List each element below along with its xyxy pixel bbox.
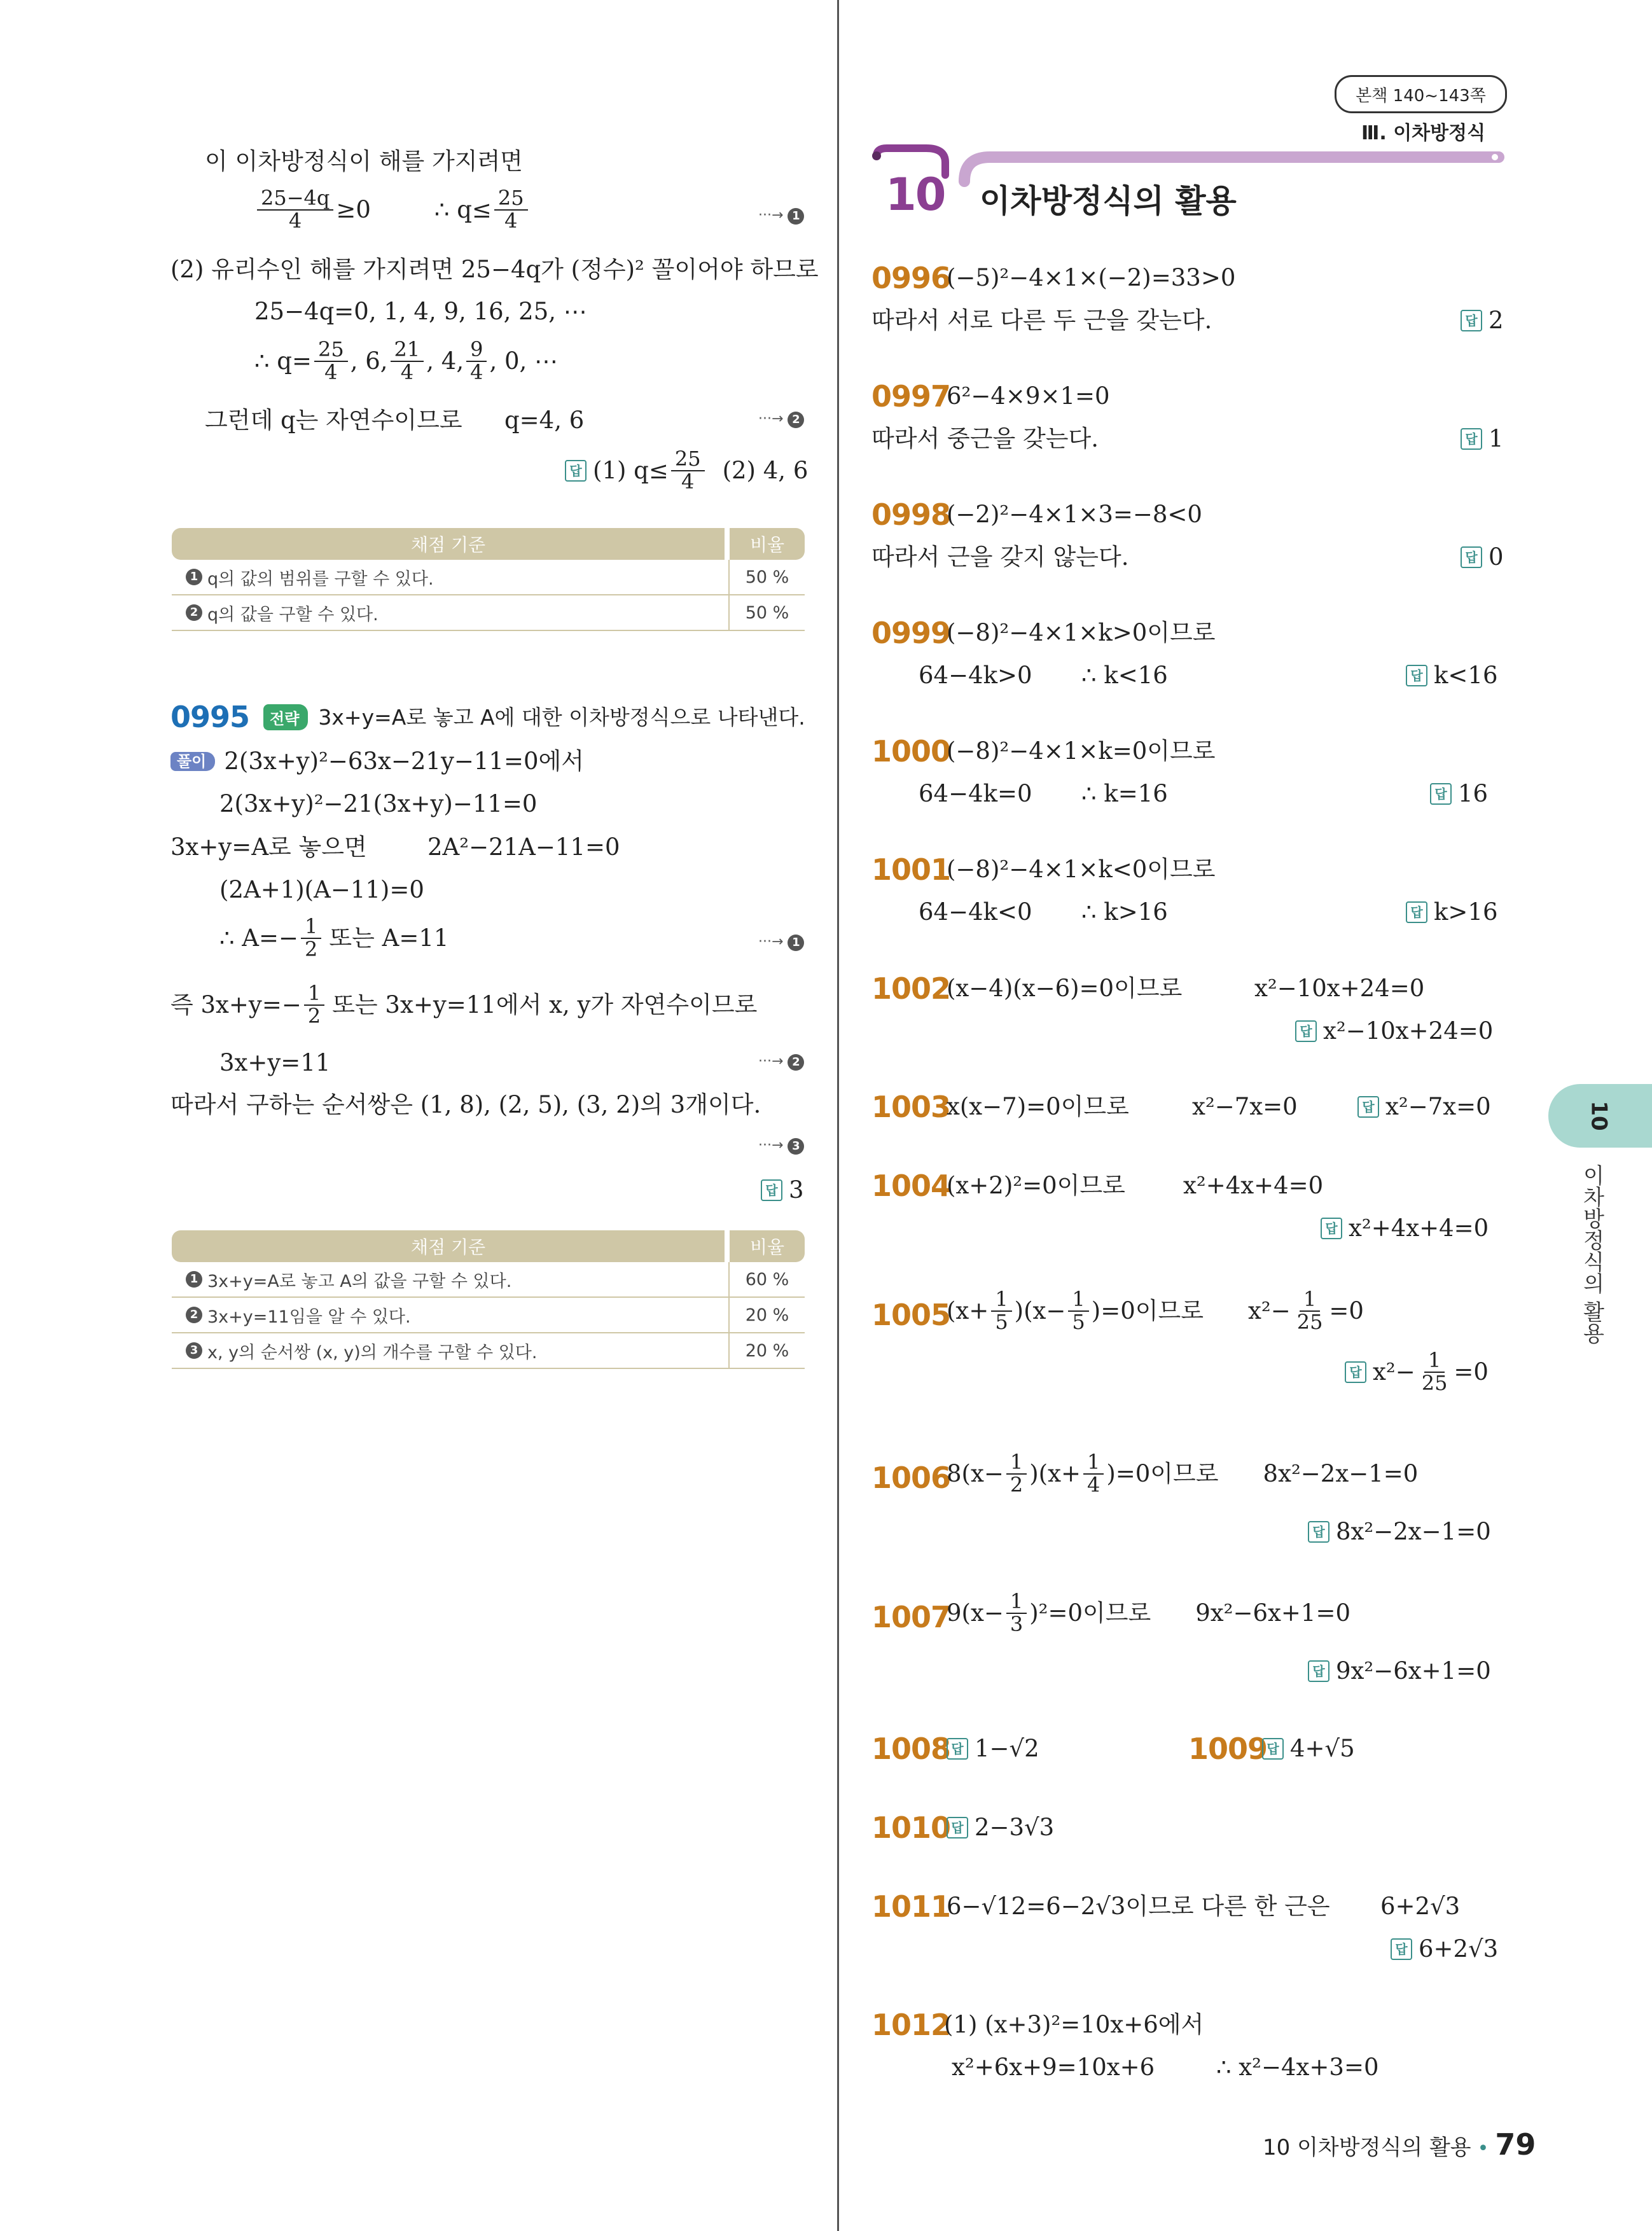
solution-tag: 풀이: [170, 752, 215, 771]
answer-line: 답 x²+4x+4=0: [1321, 1216, 1489, 1240]
problem-number: 0997: [871, 379, 951, 414]
math-line: (−8)²−4×1×k>0이므로: [947, 619, 1216, 646]
answer-icon: 답: [1430, 783, 1452, 805]
math-line: 6²−4×9×1=0: [947, 382, 1110, 410]
math-line: [254, 188, 531, 232]
math-line: x²−10x+24=0: [1254, 975, 1425, 1002]
problem-number: 1009: [1188, 1732, 1268, 1766]
math-line: (−2)²−4×1×3=−8<0: [947, 501, 1202, 528]
text-line: (2) 유리수인 해를 가지려면 25−4q가 (정수)² 꼴이어야 하므로: [170, 256, 819, 283]
answer-icon: 답: [1321, 1218, 1342, 1239]
math-line: ∴ k<16: [1081, 662, 1168, 689]
solution-line: 풀이 2(3x+y)²−63x−21y−11=0에서: [170, 749, 584, 773]
math-line: x²+6x+9=10x+6: [952, 2054, 1155, 2081]
answer-line: 답 x²− $\frac{1}{25}$ =0: [1345, 1350, 1489, 1394]
math-line: ∴ q= $\frac{25}{4}$ , 6, $\frac{21}{4}$ , 4, $\frac{9}{4}$ , 0, ⋯: [254, 337, 559, 384]
answer-icon: 답: [1461, 310, 1482, 331]
fraction: $\frac{25-4q}{4}$: [257, 188, 333, 232]
answer-line: 답 0: [1461, 545, 1504, 569]
footer-dot: •: [1477, 2137, 1489, 2160]
answer-line: 답 1−√2: [947, 1737, 1039, 1760]
answer-line: 답 4+√5: [1262, 1737, 1355, 1760]
math-line: (x+ $\frac{1}{5}$ )(x− $\frac{1}{5}$ )=0이므로 x²− $\frac{1}{25}$ =0: [947, 1287, 1364, 1334]
page-reference-text: 본책 140~143쪽: [1356, 86, 1486, 106]
math-line: (x−4)(x−6)=0이므로: [947, 975, 1183, 1002]
scoring-table-1: 채점 기준 비율 1 q의 값의 범위를 구할 수 있다. 50 % 2 q의 값을 구할 수 있다. 50 %: [172, 528, 805, 631]
math-line: ∴ A=− $\frac{1}{2}$ 또는 A=11: [219, 914, 449, 961]
chapter-number: 10: [885, 169, 945, 221]
page-number: 79: [1495, 2127, 1536, 2162]
step-marker-1: ···→ 1: [758, 934, 804, 951]
math-line: 3x+y=A로 놓으면: [170, 833, 367, 861]
answer-icon: 답: [1461, 428, 1482, 450]
text-line: 따라서 중근을 갖는다.: [871, 425, 1099, 452]
math-line: 25−4q=0, 1, 4, 9, 16, 25, ⋯: [254, 298, 587, 325]
answer-line: 답 x²−10x+24=0: [1295, 1019, 1493, 1043]
problem-number: 0999: [871, 616, 951, 650]
answer-line: 답 x²−7x=0: [1357, 1095, 1491, 1118]
problem-number: 1005: [871, 1298, 951, 1332]
answer-icon: 답: [1308, 1521, 1329, 1543]
scoring-table-2: 채점 기준 비율 1 3x+y=A로 놓고 A의 값을 구할 수 있다. 60 % 2 3x+y=11임을 알 수 있다. 20 % 3 x, y의 순서쌍 (x, y)의 개수를 구할 수 있다. 20 %: [172, 1230, 805, 1369]
text-line: 이 이차방정식이 해를 가지려면: [205, 148, 523, 175]
problem-number: 1010: [871, 1811, 951, 1845]
problem-number: 1003: [871, 1090, 951, 1124]
answer-line: 답 3: [761, 1178, 804, 1202]
answer-icon: 답: [1357, 1096, 1379, 1118]
section-label: Ⅲ. 이차방정식: [1361, 122, 1486, 144]
problem-number: 1012: [871, 2008, 951, 2042]
answer-line: 답 2−3√3: [947, 1816, 1054, 1839]
answer-line: 답 6+2√3: [1391, 1937, 1498, 1961]
text-line: 따라서 구하는 순서쌍은 (1, 8), (2, 5), (3, 2)의 3개이다.: [170, 1091, 761, 1118]
answer-line: 답 9x²−6x+1=0: [1308, 1659, 1491, 1683]
page-footer: [1263, 2127, 1536, 2162]
page-reference-badge: [1335, 75, 1507, 113]
answer-line: 답 1: [1461, 427, 1504, 450]
answer-icon: 답: [1461, 546, 1482, 568]
problem-number: 0998: [871, 497, 951, 532]
math-line: ∴ x²−4x+3=0: [1216, 2054, 1379, 2081]
problem-number: 1004: [871, 1169, 951, 1203]
math-line: q=4, 6: [504, 407, 585, 434]
text-line: 그런데 q는 자연수이므로: [205, 407, 462, 434]
problem-number: 1002: [871, 971, 951, 1006]
problem-number: 1011: [871, 1889, 951, 1924]
problem-number: 1008: [871, 1732, 951, 1766]
step-marker-1: ···→ 1: [758, 207, 804, 225]
answer-line: 답 k>16: [1406, 900, 1498, 924]
math-line: x²−7x=0: [1192, 1093, 1298, 1120]
math-line: x²+4x+4=0: [1183, 1172, 1324, 1199]
problem-number: 1001: [871, 852, 951, 887]
step-marker-2: ···→ 2: [758, 1053, 804, 1071]
strategy-tag: 전략: [263, 704, 308, 730]
math-line: 6−√12=6−2√3이므로 다른 한 근은: [947, 1893, 1330, 1920]
answer-icon: 답: [1262, 1738, 1284, 1760]
chapter-title: 이차방정식의 활용: [980, 183, 1237, 219]
math-line: ∴ k=16: [1081, 780, 1168, 807]
text-line: 따라서 근을 갖지 않는다.: [871, 543, 1129, 571]
answer-icon: 답: [565, 460, 587, 482]
answer-icon: 답: [947, 1738, 968, 1760]
answer-icon: 답: [947, 1817, 968, 1838]
answer-line: 답 k<16: [1406, 664, 1498, 687]
math-text: ∴ q≤: [434, 196, 492, 224]
answer-icon: 답: [1406, 901, 1427, 923]
fraction: $\frac{25}{4}$: [494, 188, 528, 232]
math-line: 즉 3x+y=− $\frac{1}{2}$ 또는 3x+y=11에서 x, y가 자연수이므로: [170, 981, 758, 1028]
answer-icon: 답: [1406, 665, 1427, 686]
problem-number: 1000: [871, 734, 951, 768]
answer-line: 답 2: [1461, 309, 1504, 332]
answer-icon: 답: [1391, 1938, 1412, 1960]
math-line: 64−4k=0: [919, 780, 1032, 807]
answer-line: 답 (1) q≤ $\frac{25}{4}$ (2) 4, 6: [565, 448, 808, 492]
step-marker-2: ···→ 2: [758, 411, 804, 428]
problem-number: 0995: [170, 700, 250, 734]
answer-icon: 답: [761, 1179, 782, 1201]
side-tab-number: 10: [1586, 1101, 1612, 1131]
math-line: 6+2√3: [1380, 1893, 1461, 1920]
step-marker-3: ···→ 3: [758, 1137, 804, 1155]
answer-icon: 답: [1308, 1660, 1329, 1682]
math-line: 9(x− $\frac{1}{3}$ )²=0이므로 9x²−6x+1=0: [947, 1589, 1350, 1636]
math-line: 64−4k<0: [919, 898, 1032, 926]
math-line: 2(3x+y)²−21(3x+y)−11=0: [219, 790, 538, 817]
math-line: ∴ k>16: [1081, 898, 1168, 926]
problem-number: 1007: [871, 1600, 951, 1634]
math-line: (−8)²−4×1×k<0이므로: [947, 856, 1216, 883]
math-line: (2A+1)(A−11)=0: [219, 876, 424, 903]
math-line: 8(x− $\frac{1}{2}$ )(x+ $\frac{1}{4}$ )=0이므로 8x²−2x−1=0: [947, 1450, 1419, 1497]
math-line: 2A²−21A−11=0: [427, 833, 620, 861]
column-divider: [837, 0, 839, 2231]
math-line: 3x+y=11: [219, 1049, 331, 1076]
math-line: (−8)²−4×1×k=0이므로: [947, 737, 1216, 765]
answer-line: 답 8x²−2x−1=0: [1308, 1520, 1491, 1543]
answer-icon: 답: [1345, 1361, 1366, 1383]
math-text: ≥0: [336, 196, 371, 224]
math-line: x(x−7)=0이므로: [947, 1093, 1129, 1120]
math-line: (−5)²−4×1×(−2)=33>0: [947, 264, 1236, 291]
chapter-side-tab[interactable]: [1548, 1084, 1652, 1148]
problem-number: 0996: [871, 261, 951, 295]
problem-0995-header: [170, 700, 805, 734]
answer-line: 답 16: [1430, 782, 1488, 805]
math-line: (1) (x+3)²=10x+6에서: [944, 2011, 1204, 2038]
problem-number: 1006: [871, 1461, 951, 1495]
side-tab-title: 이차방정식의 활용: [1579, 1164, 1604, 1344]
strategy-text: 3x+y=A로 놓고 A에 대한 이차방정식으로 나타낸다.: [318, 704, 805, 730]
answer-icon: 답: [1295, 1020, 1317, 1042]
footer-chapter: 10 이차방정식의 활용: [1263, 2135, 1471, 2160]
math-line: 64−4k>0: [919, 662, 1032, 689]
text-line: 따라서 서로 다른 두 근을 갖는다.: [871, 307, 1212, 334]
math-line: (x+2)²=0이므로: [947, 1172, 1125, 1199]
